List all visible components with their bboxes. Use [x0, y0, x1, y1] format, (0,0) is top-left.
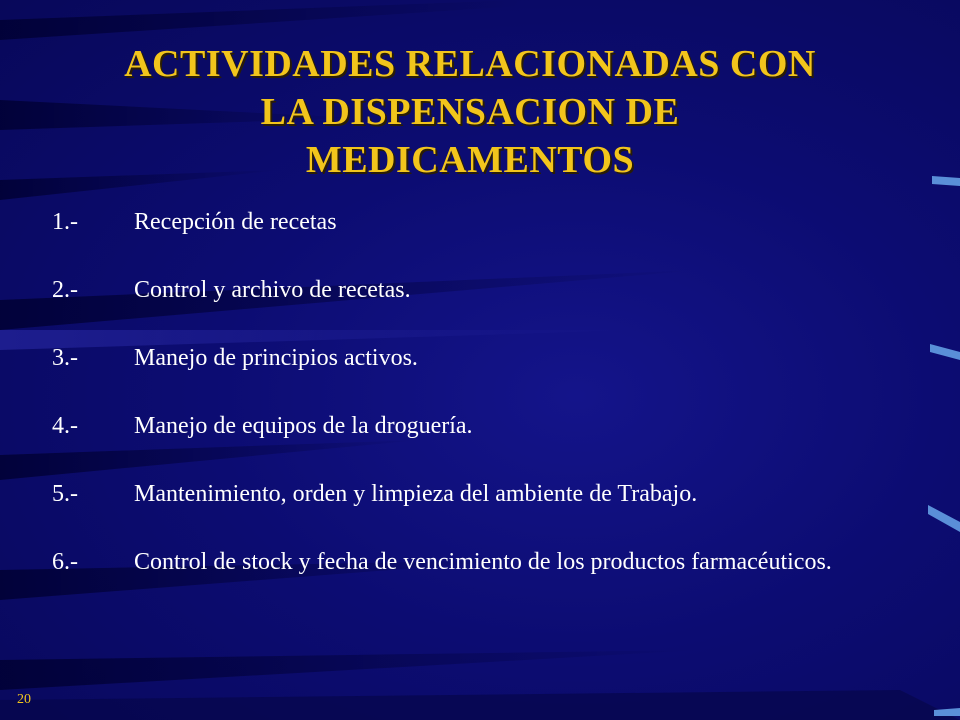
title-line-3: MEDICAMENTOS: [305, 139, 635, 181]
list-item: [52, 404, 886, 448]
list-item: [52, 200, 886, 244]
title-line-2: LA DISPENSACION DE: [260, 91, 680, 133]
item-text: Control y archivo de recetas.: [134, 277, 411, 303]
item-number: 1.-: [52, 209, 78, 235]
list-item: [52, 540, 886, 591]
item-text: Manejo de equipos de la droguería.: [134, 413, 473, 439]
activities-list: [52, 200, 886, 615]
list-item: [52, 268, 886, 312]
item-number: 6.-: [52, 549, 78, 575]
item-number: 5.-: [52, 481, 78, 507]
item-number: 4.-: [52, 413, 78, 439]
list-item: [52, 336, 886, 380]
item-number: 2.-: [52, 277, 78, 303]
item-text: Manejo de principios activos.: [134, 345, 418, 371]
list-item: [52, 472, 886, 516]
title-line-1: ACTIVIDADES RELACIONADAS CON: [124, 43, 816, 85]
item-number: 3.-: [52, 345, 78, 371]
item-text: Mantenimiento, orden y limpieza del ambiente de Trabajo.: [134, 481, 698, 507]
slide-title: [40, 40, 900, 184]
item-text: Control de stock y fecha de vencimiento de los productos farmacéuticos.: [134, 549, 832, 575]
right-edge-ticks: [920, 0, 960, 720]
page-number: 20: [17, 692, 31, 707]
item-text: Recepción de recetas: [134, 209, 337, 235]
